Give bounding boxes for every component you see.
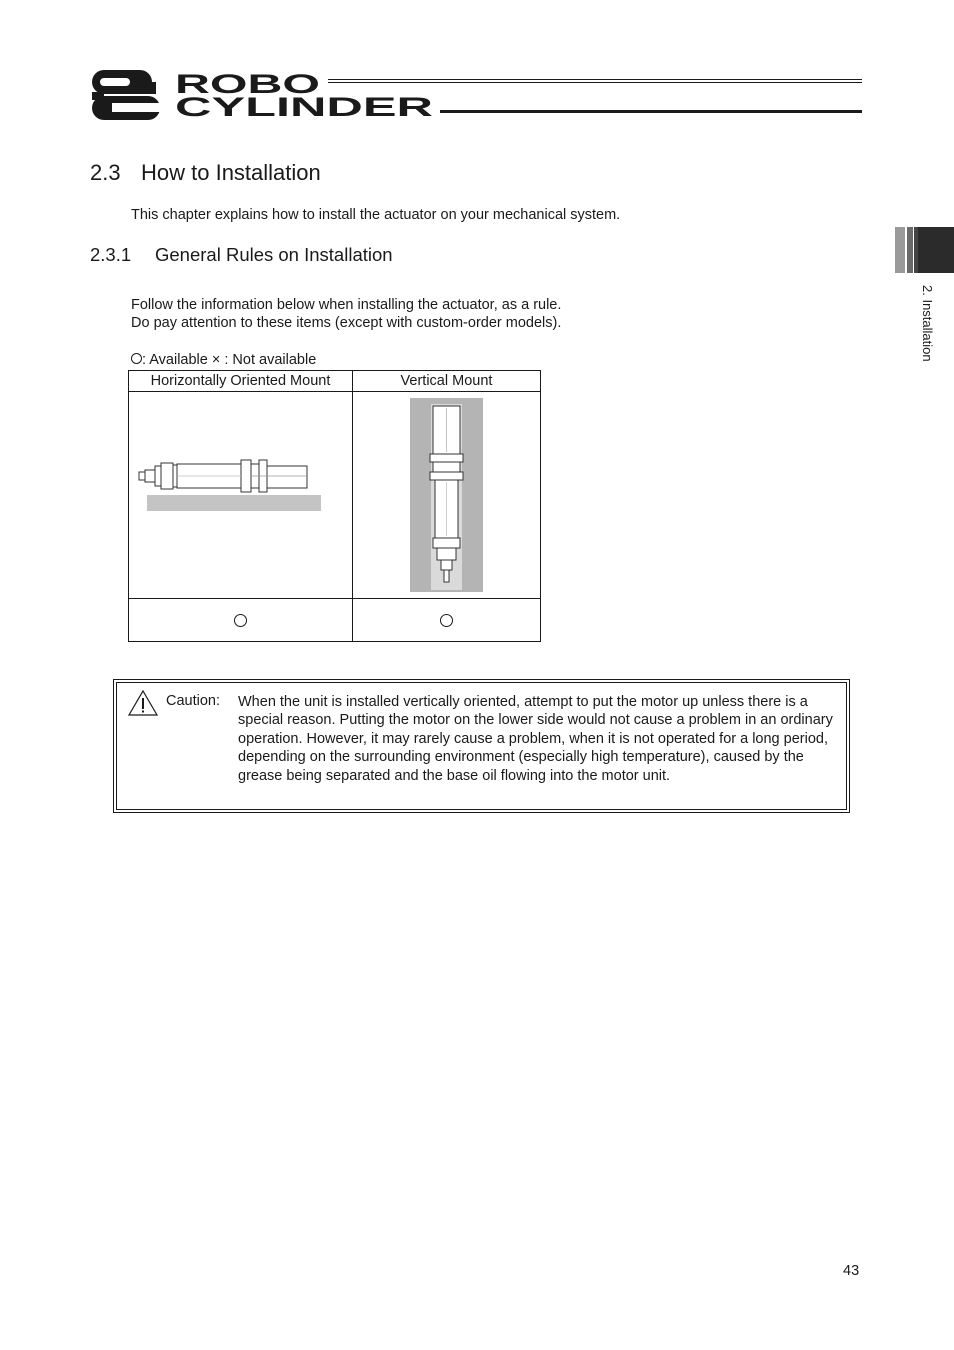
vertical-actuator-icon (353, 392, 540, 598)
chapter-tab-stripes (895, 227, 918, 273)
chapter-tab-label: 2. Installation (920, 285, 935, 362)
chapter-tab (918, 227, 954, 273)
cross-icon: × (211, 352, 221, 368)
header-horizontal-mount: Horizontally Oriented Mount (129, 371, 353, 392)
header-rule-top-2 (328, 82, 862, 83)
available-circle-icon (234, 614, 247, 627)
legend-available: : Available (142, 352, 212, 368)
mount-orientation-table (128, 370, 541, 642)
rules-line: Follow the information below when installing the actuator, as a rule. (131, 297, 562, 313)
page-number: 43 (843, 1263, 860, 1279)
section-heading (90, 160, 321, 186)
robo-cylinder-logo (90, 68, 435, 124)
caution-text: When the unit is installed vertically oriented, attempt to put the motor up unless there is a special reason. Putting the motor on the lower side would not cause a problem in an ordinary operation. However, it may rarely cause a problem, when it is not operated for a long period, depending on the surrounding environment (especially high temperature), caused by the grease being separated and the base oil flowing into the motor unit. (238, 694, 833, 784)
available-circle-icon (131, 353, 142, 364)
section-title: How to Installation (141, 160, 321, 185)
rc-mark-icon (92, 70, 160, 120)
logo-robo: ROBO (175, 69, 320, 99)
section-intro: This chapter explains how to install the actuator on your mechanical system. (131, 207, 621, 223)
subsection-title: General Rules on Installation (155, 244, 393, 265)
vertical-mount-figure (353, 392, 541, 599)
header-vertical-mount: Vertical Mount (353, 371, 541, 392)
rules-line: Do pay attention to these items (except with custom-order models). (131, 315, 562, 331)
caution-inner-frame (116, 682, 847, 810)
header-rule-bottom (440, 110, 862, 113)
header-rule-top-1 (328, 79, 862, 80)
caution-box (113, 679, 850, 813)
vertical-availability (353, 599, 541, 642)
rules-paragraph (131, 296, 561, 332)
horizontal-actuator-icon (129, 392, 352, 598)
horizontal-availability (129, 599, 353, 642)
logo-cylinder: CYLINDER (175, 92, 433, 122)
horizontal-mount-figure (129, 392, 353, 599)
legend-not-available: : Not available (220, 352, 317, 368)
section-number: 2.3 (90, 160, 121, 185)
subsection-heading (90, 244, 393, 266)
subsection-number: 2.3.1 (90, 244, 132, 265)
caution-label: Caution: (166, 693, 221, 709)
available-circle-icon (440, 614, 453, 627)
warning-triangle-icon (127, 689, 159, 717)
availability-legend (131, 352, 316, 368)
